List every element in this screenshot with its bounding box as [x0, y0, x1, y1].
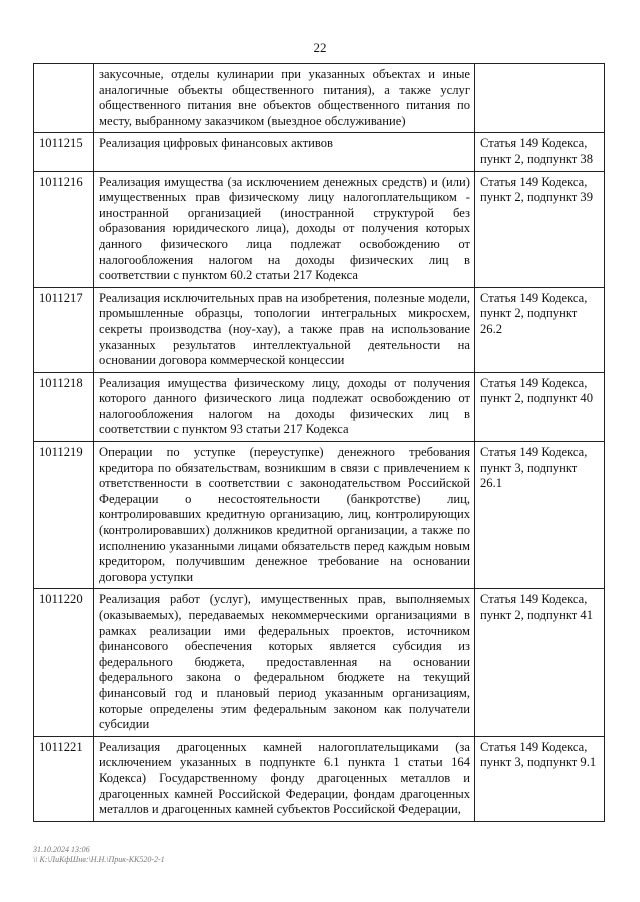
row-reference	[475, 64, 605, 133]
row-reference: Статья 149 Кодекса, пункт 3, подпункт 26.1	[475, 442, 605, 589]
footer-path: \\ К:\ЛиКфШнв:\Н.Н.\Прик-КК520-2-1	[33, 855, 165, 864]
row-code: 1011215	[34, 133, 94, 171]
row-reference: Статья 149 Кодекса, пункт 2, подпункт 41	[475, 589, 605, 736]
table-row	[34, 442, 605, 589]
codes-table	[33, 63, 605, 822]
table-row	[34, 133, 605, 171]
row-code: 1011221	[34, 736, 94, 821]
row-code: 1011219	[34, 442, 94, 589]
table-row	[34, 736, 605, 821]
row-reference: Статья 149 Кодекса, пункт 3, подпункт 9.1	[475, 736, 605, 821]
page-number: 22	[313, 40, 327, 55]
row-reference: Статья 149 Кодекса, пункт 2, подпункт 40	[475, 372, 605, 441]
table-row	[34, 589, 605, 736]
table-row	[34, 372, 605, 441]
row-code: 1011216	[34, 171, 94, 287]
row-code: 1011220	[34, 589, 94, 736]
footer-timestamp: 31.10.2024 13:06	[33, 845, 90, 854]
row-code: 1011217	[34, 287, 94, 372]
row-description: Реализация имущества (за исключением денежных средств) и (или) имущественных прав физическому лицу налогоплательщиком - иностранной организацией (иностранной структурой без образования юридического лица), доходы от получения которых данного физического лица подлежат освобождению от налогообложения налогом на доходы физических лиц в соответствии с пунктом 60.2 статьи 217 Кодекса	[94, 171, 475, 287]
row-description: Операции по уступке (переуступке) денежного требования кредитора по обязательствам, возникшим в связи с привлечением к ответственности в соответствии с законодательством Российской Федерации о несостоятельности (банкротстве) лиц, контролировавших кредитную организацию, лиц, контролирующих (контролировавших) должников кредитной организации, а также по исполнению указанными лицами обязательств перед каждым новым кредитором, получившим денежное требование на основании договора уступки	[94, 442, 475, 589]
row-description: Реализация цифровых финансовых активов	[94, 133, 475, 171]
table-row	[34, 287, 605, 372]
row-description: закусочные, отделы кулинарии при указанных объектах и иные аналогичные объекты общественного питания), а также услуг общественного питания вне объектов общественного питания по месту, выбранному заказчиком (выездное обслуживание)	[94, 64, 475, 133]
row-description: Реализация имущества физическому лицу, доходы от получения которого данного физического лица подлежат освобождению от налогообложения налогом на доходы физических лиц в соответствии с пунктом 93 статьи 217 Кодекса	[94, 372, 475, 441]
table-row	[34, 171, 605, 287]
row-reference: Статья 149 Кодекса, пункт 2, подпункт 39	[475, 171, 605, 287]
row-reference: Статья 149 Кодекса, пункт 2, подпункт 38	[475, 133, 605, 171]
row-reference: Статья 149 Кодекса, пункт 2, подпункт 26.2	[475, 287, 605, 372]
table-row	[34, 64, 605, 133]
footer-stamp	[33, 845, 165, 865]
row-code	[34, 64, 94, 133]
row-description: Реализация исключительных прав на изобретения, полезные модели, промышленные образцы, топологии интегральных микросхем, секреты производства (ноу-хау), а также прав на использование указанных результатов интеллектуальной деятельности на основании договора коммерческой концессии	[94, 287, 475, 372]
row-code: 1011218	[34, 372, 94, 441]
row-description: Реализация драгоценных камней налогоплательщиками (за исключением указанных в подпункте 6.1 пункта 1 статьи 164 Кодекса) Государственному фонду драгоценных металлов и драгоценных камней Российской Федерации, фондам драгоценных металлов и драгоценных камней субъектов Российской Федерации,	[94, 736, 475, 821]
row-description: Реализация работ (услуг), имущественных прав, выполняемых (оказываемых), передаваемых некоммерческими организациями в рамках реализации ими федеральных проектов, источником финансового обеспечения которых является субсидия из федерального бюджета, предоставленная на основании федерального закона о федеральном бюджете на текущий финансовый год и плановый период указанным организациям, которые определены этим федеральным законом как получатели субсидии	[94, 589, 475, 736]
